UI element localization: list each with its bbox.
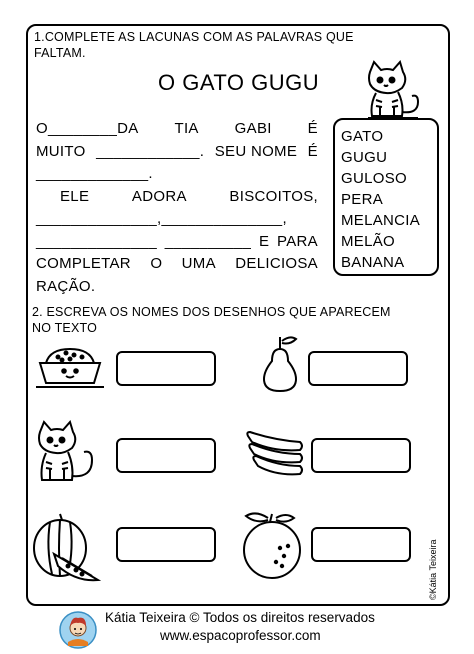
story-line [36,231,318,254]
exercise2-instruction: 2. ESCREVA OS NOMES DOS DESENHOS QUE APARECEM [32,305,391,319]
story-text: ADORA [131,187,187,205]
story-title: O GATO GUGU [158,70,320,95]
answer-box-food-bowl[interactable] [116,351,216,386]
story-line [36,276,318,299]
footer-credit: Kátia Teixeira © Todos os direitos reservados [105,610,375,625]
cat-icon [356,60,428,122]
story-blank[interactable]: ______________ [36,232,157,250]
exercise2-instruction-cont: NO TEXTO [32,321,98,335]
watermelon-icon [30,510,102,582]
footer-site-link[interactable]: www.espacoprofessor.com [160,628,321,643]
story-blank[interactable]: __________ [164,232,252,250]
answer-box-watermelon[interactable] [116,527,216,562]
word-bank [341,126,420,273]
story-line [36,253,318,276]
story-text: BISCOITOS, [229,187,318,205]
story-line [36,118,318,141]
story-text: O________DA [36,120,139,137]
story-line [36,208,318,231]
story-blank[interactable]: ______________,______________, [36,210,287,227]
story-text: PARA [277,232,318,250]
story-text: UMA [181,255,216,272]
food-bowl-icon [32,343,108,391]
story-paragraph [36,118,318,298]
answer-box-pear[interactable] [308,351,408,386]
story-blank[interactable]: ____________. [96,142,205,160]
bananas-icon [244,428,306,478]
story-text: COMPLETAR [36,255,131,272]
word-bank-item: MELANCIA [341,212,421,229]
answer-box-orange[interactable] [311,527,411,562]
word-bank-item: GULOSO [341,170,407,187]
orange-icon [240,508,306,580]
story-text: MUITO [36,142,86,160]
story-text: RAÇÃO. [36,277,96,295]
story-line [36,186,318,209]
word-bank-item: MELÃO [341,233,396,250]
exercise1-instruction: 1.COMPLETE AS LACUNAS COM AS PALAVRAS QUE [34,30,354,44]
story-text: ELE [60,187,90,205]
word-bank-item: BANANA [341,254,405,271]
story-text: É [307,142,318,160]
word-bank-item: GUGU [341,149,388,166]
word-bank-item: PERA [341,191,384,208]
answer-box-bananas[interactable] [311,438,411,473]
story-text: O [150,255,163,272]
story-line [36,163,318,186]
exercise1-instruction-cont: FALTAM. [34,46,86,60]
story-text: GABI [234,120,272,137]
story-blank[interactable]: _____________. [36,165,153,182]
story-text: DELICIOSA [235,255,318,272]
espaco-professor-logo [58,610,98,650]
pear-icon [258,333,302,395]
story-text: SEU NOME [214,142,298,160]
story-text: É [307,120,318,137]
cat-icon [30,420,100,484]
word-bank-item: GATO [341,128,384,145]
story-text: TIA [174,120,199,137]
story-text: E [258,232,270,250]
side-credit: ©Kátia Teixeira [428,539,438,600]
story-line [36,141,318,164]
answer-box-cat[interactable] [116,438,216,473]
